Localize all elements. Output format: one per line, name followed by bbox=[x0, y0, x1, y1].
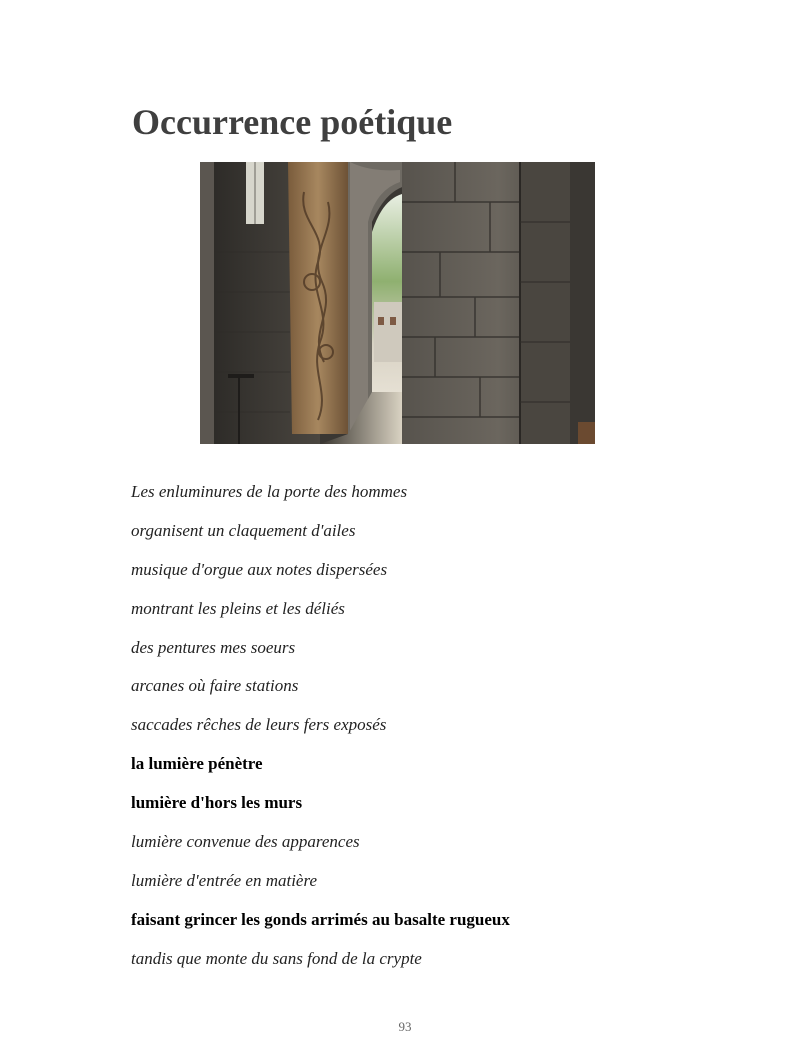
poem-line: tandis que monte du sans fond de la crypte bbox=[131, 948, 422, 968]
poem bbox=[131, 480, 510, 986]
page-title: Occurrence poétique bbox=[132, 102, 453, 142]
poem-line: Les enluminures de la porte des hommes bbox=[131, 482, 408, 501]
church-doorway-photo bbox=[200, 162, 595, 444]
poem-line: arcanes où faire stations bbox=[131, 676, 299, 696]
poem-line: musique d'orgue aux notes dispersées bbox=[131, 559, 388, 579]
poem-line: saccades rêches de leurs fers exposés bbox=[131, 715, 387, 735]
poem-line: lumière d'entrée en matière bbox=[131, 870, 318, 890]
poem-line: des pentures mes soeurs bbox=[131, 637, 296, 657]
poem-line: faisant grincer les gonds arrimés au basalte rugueux bbox=[131, 909, 510, 929]
poem-line: organisent un claquement d'ailes bbox=[131, 520, 356, 540]
page-number: 93 bbox=[398, 1019, 412, 1034]
poem-line: lumière d'hors les murs bbox=[131, 793, 303, 813]
poem-line: montrant les pleins et les déliés bbox=[131, 598, 345, 618]
poem-line: la lumière pénètre bbox=[131, 754, 263, 774]
poem-line: lumière convenue des apparences bbox=[131, 832, 360, 852]
